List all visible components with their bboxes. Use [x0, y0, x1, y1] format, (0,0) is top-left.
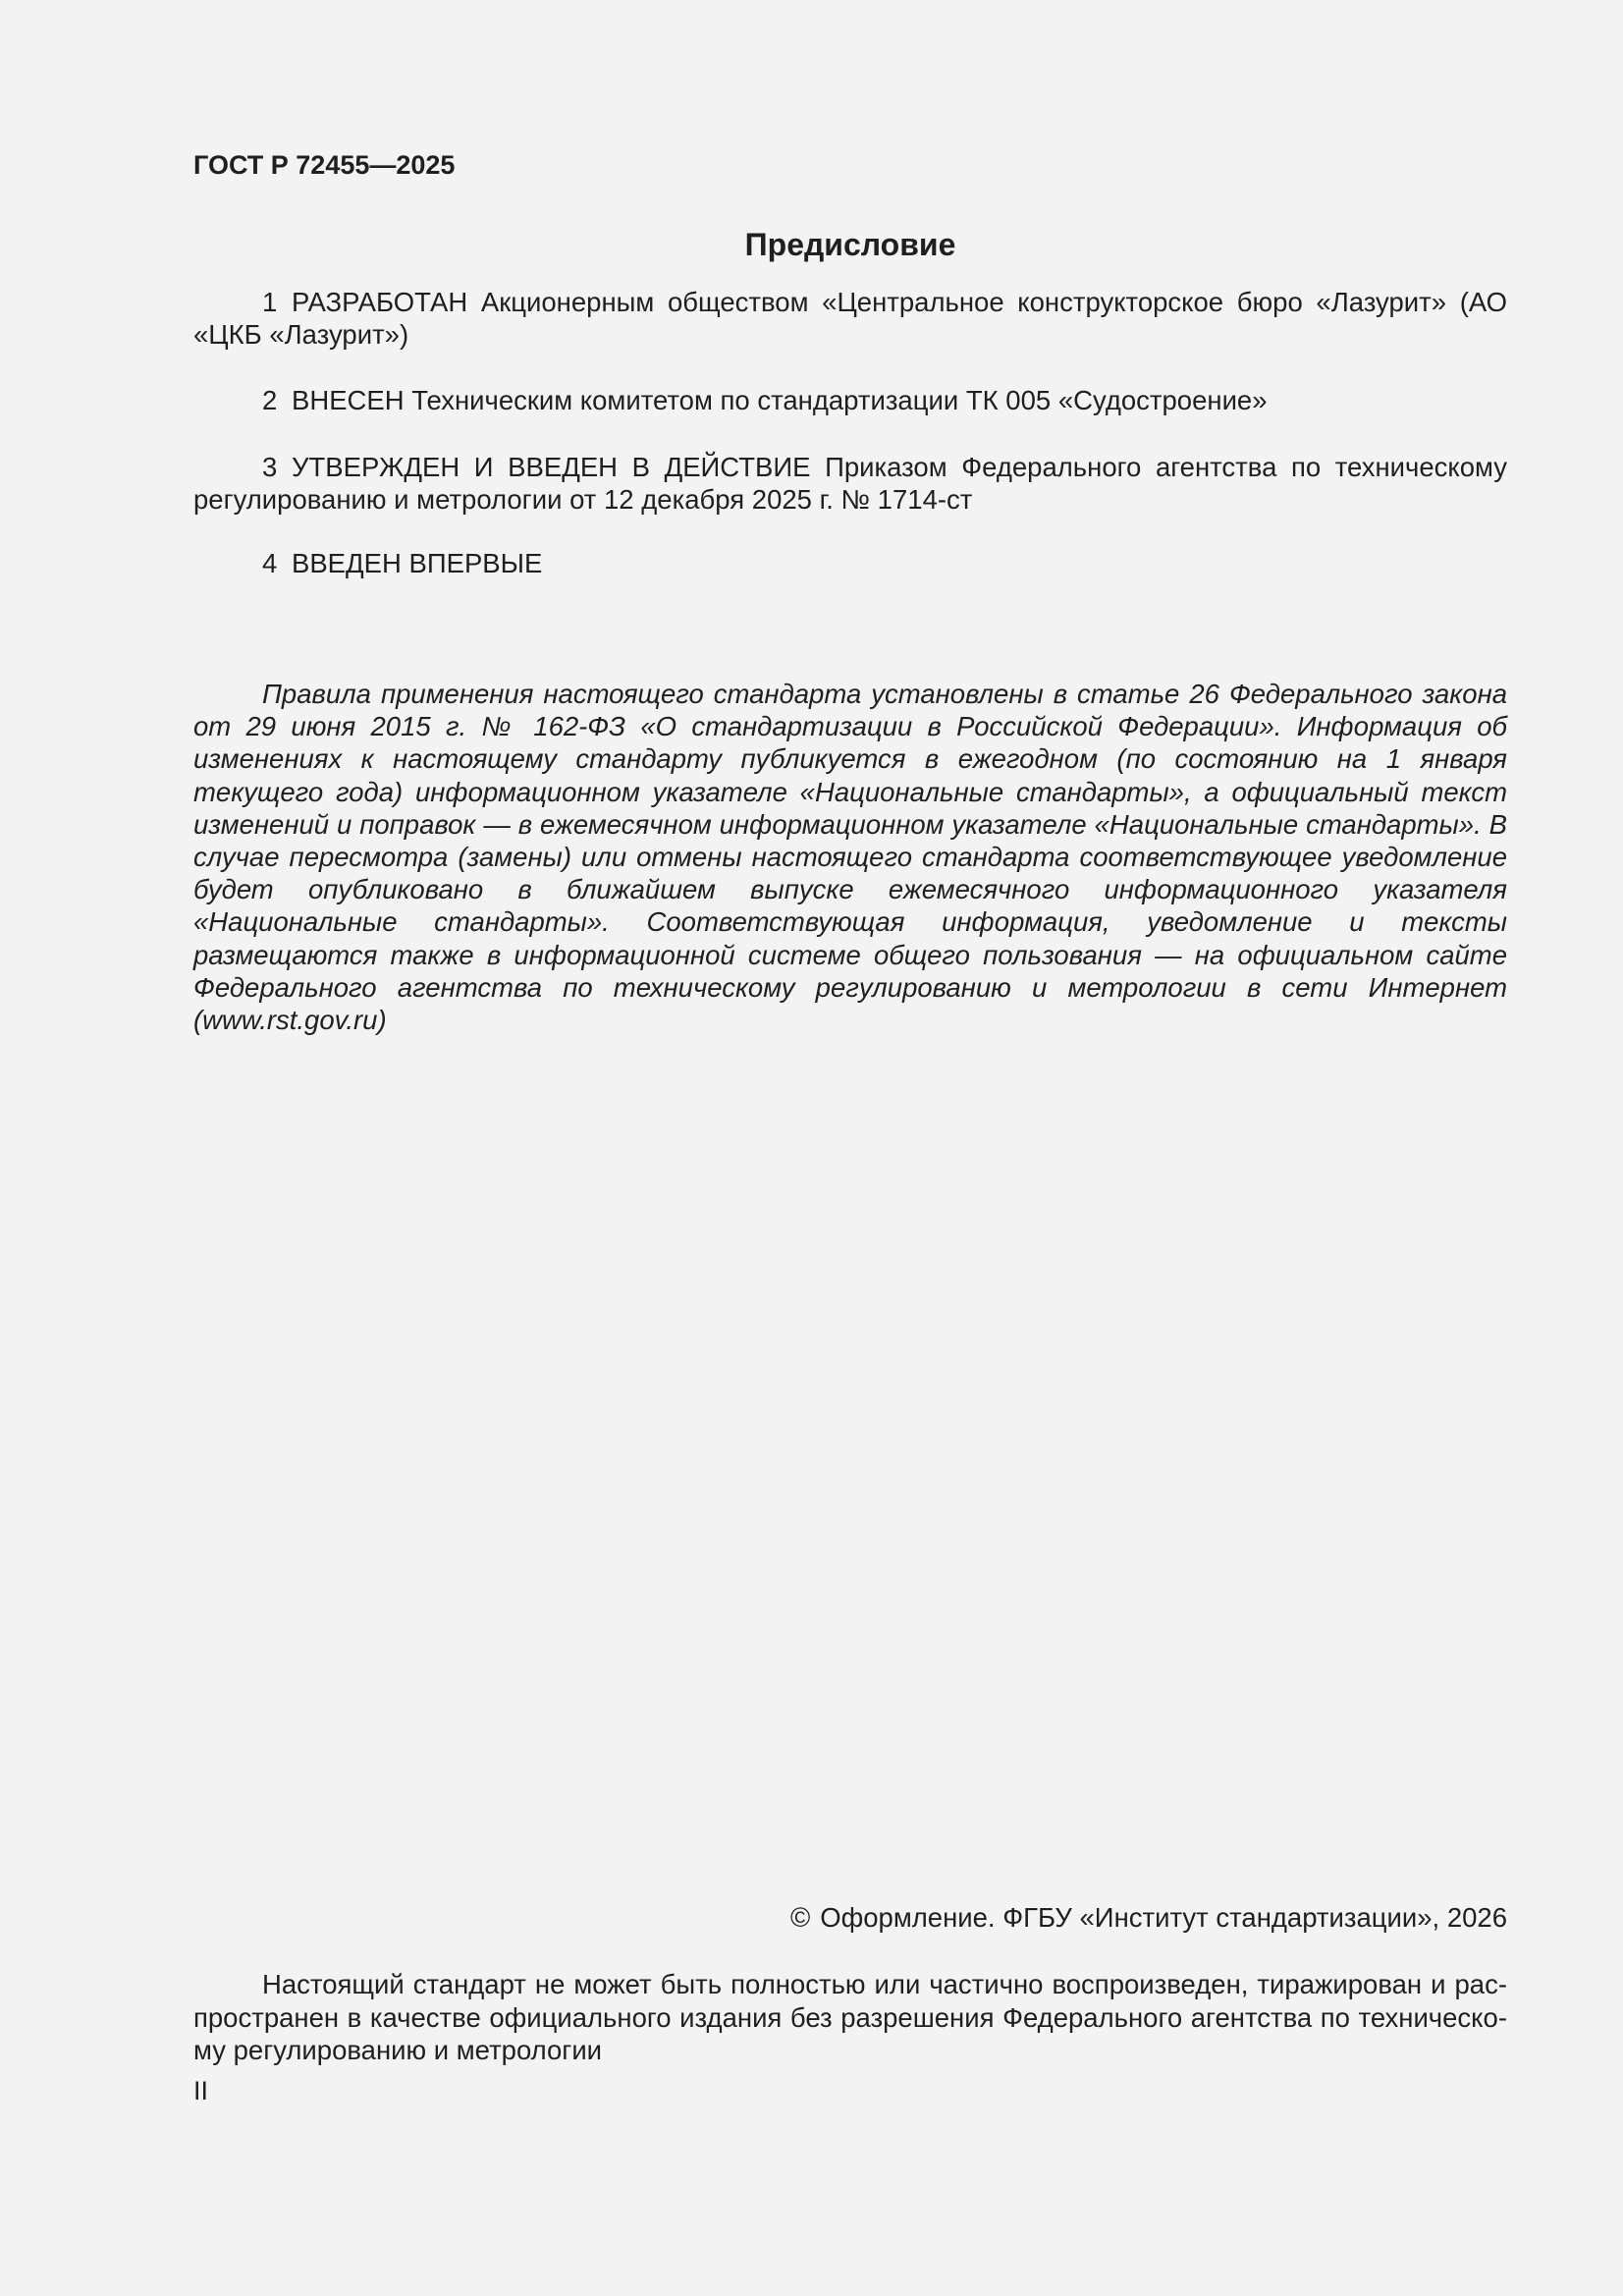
page-title: Предисловие — [744, 227, 956, 262]
copyright-symbol: © — [789, 1902, 811, 1933]
preface-item-number: 3 — [262, 452, 278, 482]
copyright-line — [193, 1901, 1507, 1935]
preface-item-3 — [193, 451, 1507, 516]
preface-item-text: ВВЕДЕН ВПЕРВЫЕ — [292, 548, 543, 578]
reprint-notice: Настоящий стандарт не может быть полностью или частично воспроизведен, тиражирован и распространен в качестве официального издания без разрешения Федерального агентства по техническому регулированию и метрологии — [193, 1969, 1507, 2065]
usage-rules-notice: Правила применения настоящего стандарта установлены в статье 26 Федерального закона от 29 июня 2015 г. № 162-ФЗ «О стандартизации в Российской Федерации». Информация об изменениях к настоящему стандарту публикуется в ежегодном (по состоянию на 1 января текущего года) информационном указателе «Национальные стандарты», а официальный текст изменений и поправок — в ежемесячном информационном указателе «Национальные стандарты». В случае пересмотра (замены) или отмены настоящего стандарта соответствующее уведомление будет опубликовано в ближайшем выпуске ежемесячного информационного указателя «Национальные стандарты». Соответствующая информация, уведомление и тексты размещаются также в информационной системе общего пользования — на официальном сайте Федерального агентства по техническому регулированию и метрологии в сети Интернет (www.rst.gov.ru) — [193, 679, 1507, 1036]
standard-code: ГОСТ Р 72455—2025 — [193, 150, 456, 180]
preface-item-text: ВНЕСЕН Техническим комитетом по стандартизации ТК 005 «Судостроение» — [292, 385, 1268, 415]
preface-item-number: 4 — [262, 548, 278, 578]
copyright-text: Оформление. ФГБУ «Институт стандартизации», 2026 — [820, 1902, 1507, 1933]
preface-item-1 — [193, 286, 1507, 351]
preface-item-4 — [193, 547, 1507, 579]
preface-item-number: 2 — [262, 385, 278, 415]
preface-item-text: УТВЕРЖДЕН И ВВЕДЕН В ДЕЙСТВИЕ Приказом Федерального агентства по техническому регулированию и метрологии от 12 декабря 2025 г. № 1714-ст — [193, 452, 1507, 515]
page-number: II — [193, 2076, 209, 2105]
preface-item-number: 1 — [262, 287, 278, 317]
preface-item-text: РАЗРАБОТАН Акционерным обществом «Центральное конструкторское бюро «Лазурит» (АО «ЦКБ «Лазурит») — [193, 287, 1507, 350]
preface-item-2 — [193, 384, 1507, 416]
